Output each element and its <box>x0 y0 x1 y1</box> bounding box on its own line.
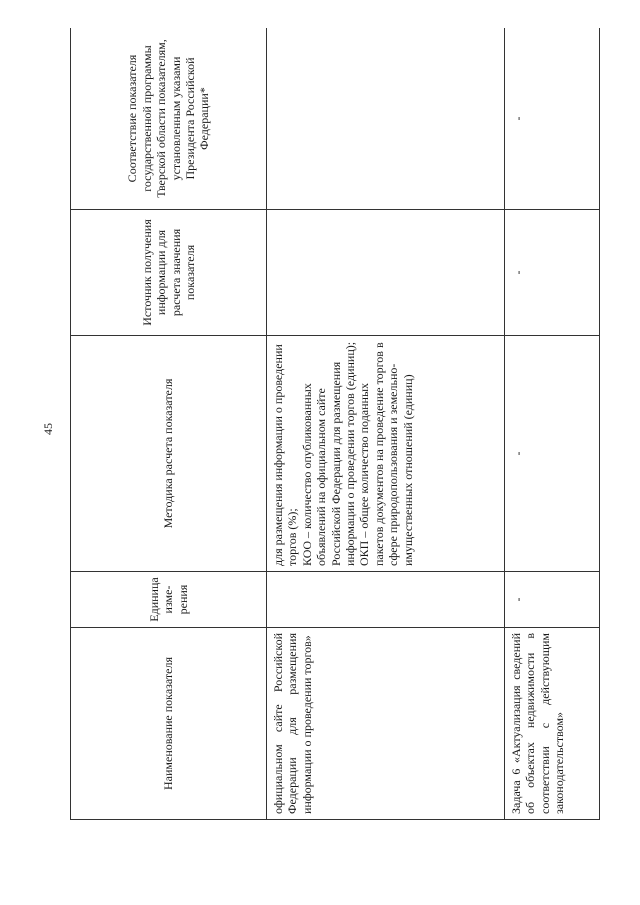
table-header-row <box>71 28 267 820</box>
header-source: Источник получения информации для расчета значения показателя <box>71 210 267 336</box>
cell-compliance: - <box>505 28 600 210</box>
cell-method: для размещения информации о проведении торгов (%); КОО – количество опубликованных объявлений на официальном сайте Российской Федерации для размещения информации о проведении торгов (единиц); ОКП – общее количество поданных пакетов документов на проведение торгов в сфере природопользования и земельно-имущественных отношений (единиц) <box>267 336 505 572</box>
cell-unit: - <box>505 572 600 628</box>
header-indicator-name: Наименование показателя <box>71 628 267 820</box>
indicator-table <box>70 28 600 820</box>
table-wrapper <box>70 28 600 820</box>
header-method: Методика расчета показателя <box>71 336 267 572</box>
rotated-page-container <box>70 28 600 820</box>
cell-compliance <box>267 28 505 210</box>
cell-indicator-name: Задача 6 «Актуализация сведений об объектах недвижимости в соответствии с действующим законодательством» <box>505 628 600 820</box>
table-row <box>267 28 505 820</box>
cell-indicator-name: официальном сайте Российской Федерации для размещения информации о проведении торгов» <box>267 628 505 820</box>
header-unit: Единица изме-рения <box>71 572 267 628</box>
cell-unit <box>267 572 505 628</box>
cell-source <box>267 210 505 336</box>
cell-source: - <box>505 210 600 336</box>
table-row <box>505 28 600 820</box>
header-compliance: Соответствие показателя государственной программы Тверской области показателям, установленным указами Президента Российской Федерации* <box>71 28 267 210</box>
page-number: 45 <box>41 423 55 435</box>
cell-method: - <box>505 336 600 572</box>
